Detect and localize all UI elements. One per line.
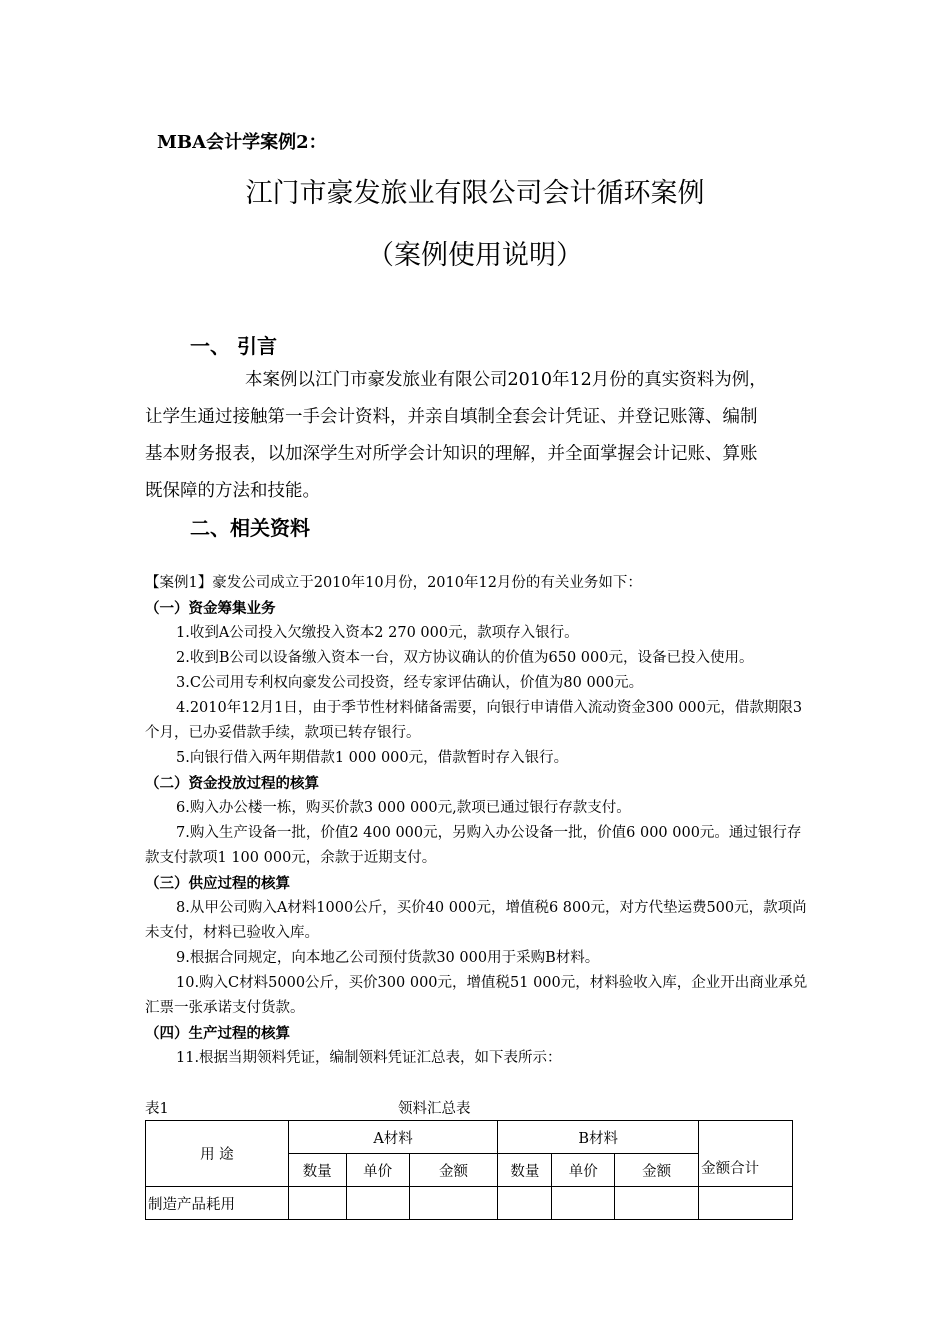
intro-line: 既保障的方法和技能。 [145,481,320,501]
case-item: 6.购入办公楼一栋，购买价款3 000 000元,款项已通过银行存款支付。 [176,800,631,816]
header-qty: 数量 [288,1154,346,1187]
table-cell [699,1187,793,1220]
table-cell [409,1187,498,1220]
case-item: 3.C公司用专利权向豪发公司投资，经专家评估确认，价值为80 000元。 [176,675,644,691]
case-item: 5.向银行借入两年期借款1 000 000元，借款暂时存入银行。 [176,750,569,766]
row-label: 制造产品耗用 [146,1187,289,1220]
table-cell [346,1187,409,1220]
table-cell [498,1187,552,1220]
document-title: 江门市豪发旅业有限公司会计循环案例 [245,178,705,209]
intro-paragraph [145,362,810,510]
intro-line: 本案例以江门市豪发旅业有限公司2010年12月份的真实资料为例， [245,370,767,390]
case-item: 7.购入生产设备一批，价值2 400 000元，另购入办公设备一批，价值6 000 000元。通过银行存款支付款项1 100 000元，余款于近期支付。 [145,825,802,866]
header-material-b: B材料 [498,1121,699,1154]
case-item: 9.根据合同规定，向本地乙公司预付货款30 000用于采购B材料。 [176,950,600,966]
header-amount: 金额 [615,1154,699,1187]
section-heading-intro: 一、 引言 [190,334,277,358]
table-cell [615,1187,699,1220]
case-item: 8.从甲公司购入A材料1000公斤，买价40 000元，增值税6 800元，对方代垫运费500元，款项尚未支付，材料已验收入库。 [145,900,807,941]
header-amount: 金额 [409,1154,498,1187]
subsection-heading: （一）资金筹集业务 [145,600,276,617]
table-row [146,1187,793,1220]
header-price: 单价 [552,1154,615,1187]
section-heading-materials: 二、相关资料 [190,516,310,540]
case-label: MBA会计学案例2： [157,132,327,153]
requisition-summary-table [145,1120,793,1220]
subsection-heading: （四）生产过程的核算 [145,1025,290,1042]
header-total: 金额合计 [699,1121,793,1187]
table-caption: 领料汇总表 [398,1101,471,1117]
header-qty: 数量 [498,1154,552,1187]
case-intro: 【案例1】豪发公司成立于2010年10月份，2010年12月份的有关业务如下： [145,575,642,591]
case-item: 10.购入C材料5000公斤，买价300 000元，增值税51 000元，材料验收入库，企业开出商业承兑汇票一张承诺支付货款。 [145,975,808,1016]
subsection-heading: （三）供应过程的核算 [145,875,290,892]
case-item: 11.根据当期领料凭证，编制领料凭证汇总表，如下表所示： [176,1050,562,1066]
subsection-heading: （二）资金投放过程的核算 [145,775,319,792]
table-cell [552,1187,615,1220]
header-purpose: 用 途 [146,1121,289,1187]
table-cell [288,1187,346,1220]
header-price: 单价 [346,1154,409,1187]
intro-line: 基本财务报表，以加深学生对所学会计知识的理解，并全面掌握会计记账、算账 [145,444,758,464]
table-label: 表1 [145,1101,169,1117]
case-item: 2.收到B公司以设备缴入资本一台，双方协议确认的价值为650 000元，设备已投入使用。 [176,650,754,666]
document-subtitle: （案例使用说明） [367,240,583,271]
case-item: 1.收到A公司投入欠缴投入资本2 270 000元，款项存入银行。 [176,625,579,641]
case-body [145,571,810,1071]
case-item: 4.2010年12月1日，由于季节性材料储备需要，向银行申请借入流动资金300 000元，借款期限3个月，已办妥借款手续，款项已转存银行。 [145,700,803,741]
intro-line: 让学生通过接触第一手会计资料，并亲自填制全套会计凭证、并登记账簿、编制 [145,407,758,427]
header-material-a: A材料 [288,1121,498,1154]
